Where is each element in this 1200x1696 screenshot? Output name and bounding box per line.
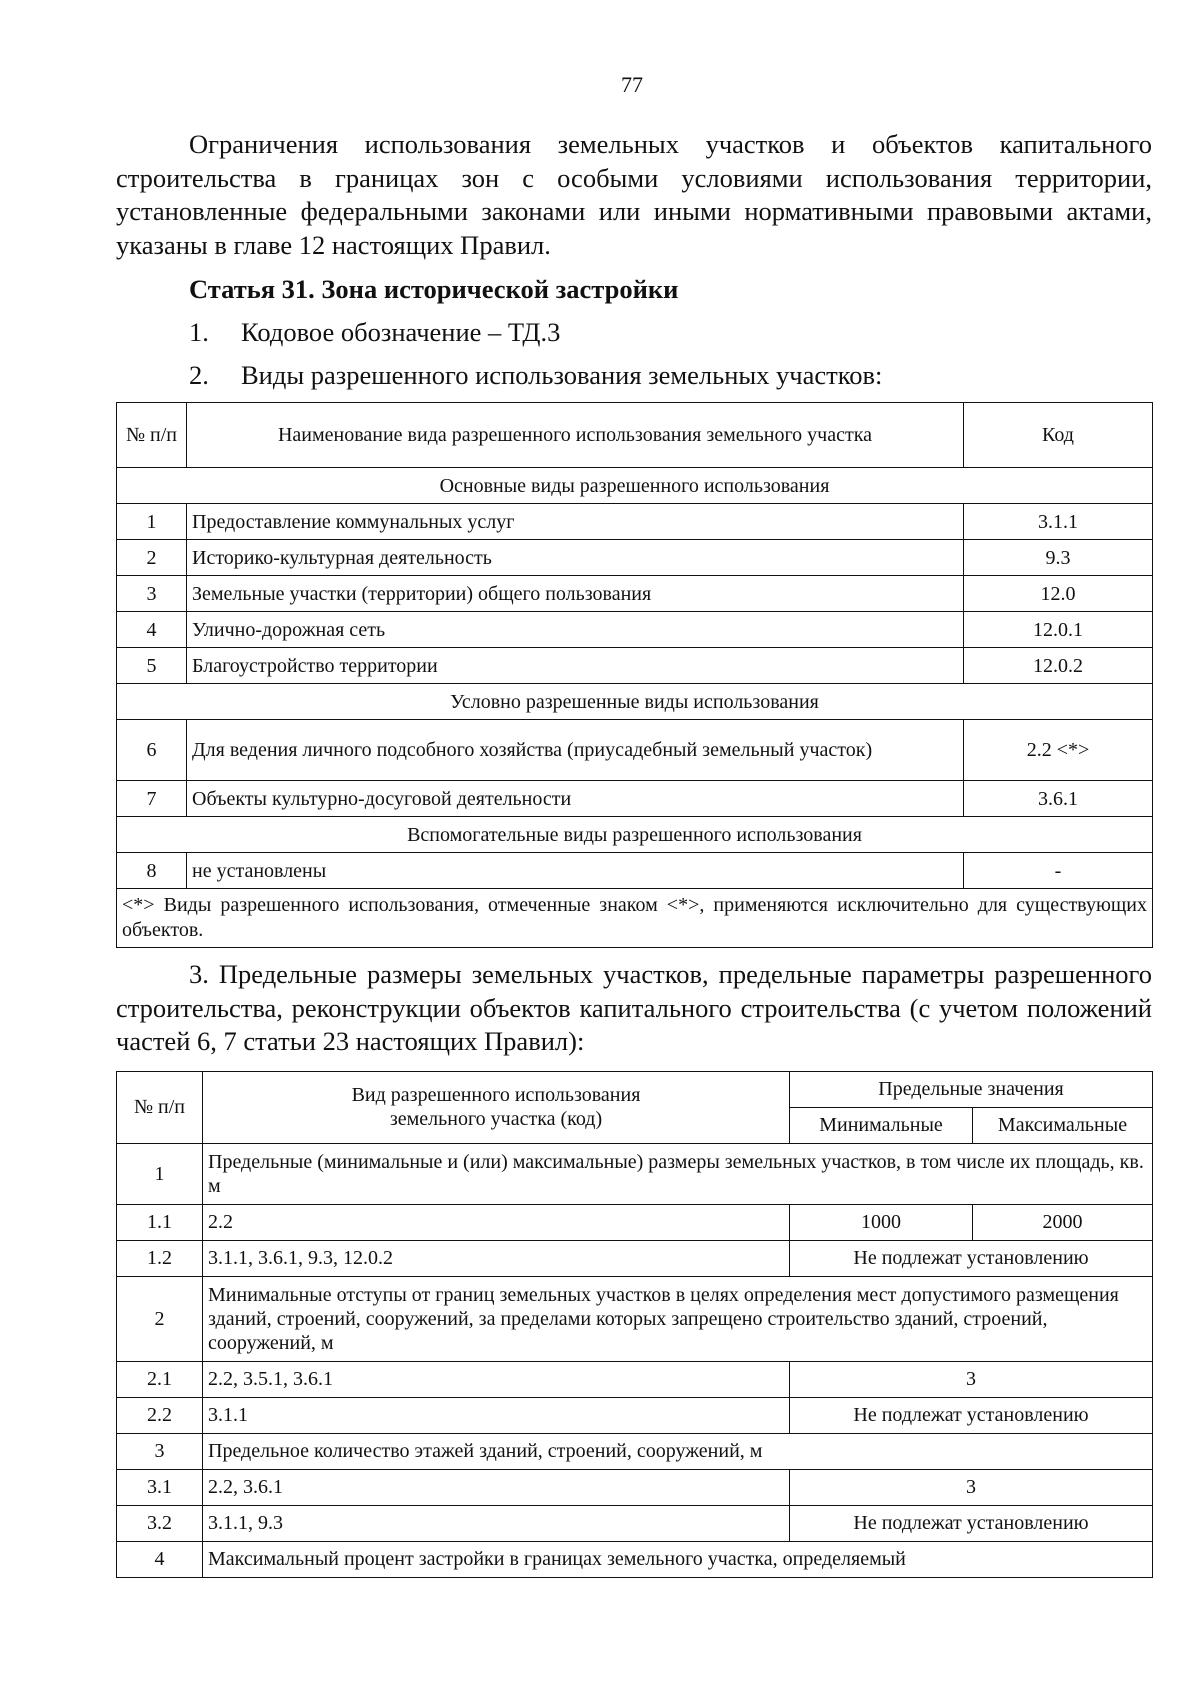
permitted-uses-body [117, 468, 1153, 948]
table-row [117, 1204, 1153, 1240]
table-row [117, 540, 1153, 576]
table-row [117, 781, 1153, 817]
section-row [117, 684, 1153, 720]
cell-name: Для ведения личного подсобного хозяйства (приусадебный земельный участок) [187, 720, 964, 781]
cell-num: 3 [117, 1433, 203, 1469]
header-num: № п/п [117, 1071, 203, 1143]
table-row [117, 1469, 1153, 1505]
table-row [117, 1397, 1153, 1433]
article-title: Статья 31. Зона исторической застройки [189, 274, 679, 304]
section-title: Условно разрешенные виды использования [117, 684, 1153, 720]
cell-parameter: Предельные (минимальные и (или) максимальные) размеры земельных участков, в том числе их площадь, кв. м [203, 1143, 1153, 1204]
cell-use: 3.1.1 [203, 1397, 790, 1433]
cell-num: 1.2 [117, 1240, 203, 1276]
cell-name: Земельные участки (территории) общего пользования [187, 576, 964, 612]
limits-table [116, 1071, 1153, 1578]
cell-code: 12.0.2 [964, 648, 1153, 684]
cell-name: Историко-культурная деятельность [187, 540, 964, 576]
table-header-row [117, 403, 1153, 468]
table-row [117, 853, 1153, 889]
cell-code: 3.1.1 [964, 504, 1153, 540]
cell-name: не установлены [187, 853, 964, 889]
cell-name: Объекты культурно-досуговой деятельности [187, 781, 964, 817]
cell-num: 2 [117, 1276, 203, 1361]
cell-use: 2.2, 3.6.1 [203, 1469, 790, 1505]
cell-value: Не подлежат установлению [790, 1397, 1153, 1433]
header-max: Максимальные [973, 1107, 1153, 1143]
header-name: Наименование вида разрешенного использования земельного участка [187, 403, 964, 468]
cell-parameter: Предельное количество этажей зданий, строений, сооружений, м [203, 1433, 1153, 1469]
intro-paragraph: Ограничения использования земельных участков и объектов капитального строительства в границах зон с особыми условиями использования территории, установленные федеральными законами или иными нормативными правовыми актами, указаны в главе 12 настоящих Правил. [116, 129, 1152, 260]
list-item-code [189, 313, 1152, 351]
header-num: № п/п [117, 403, 187, 468]
header-use-line2: земельного участка (код) [389, 1108, 603, 1130]
header-code: Код [964, 403, 1153, 468]
paragraph-limits: 3. Предельные размеры земельных участков, предельные параметры разрешенного строительства, реконструкции объектов капитального строительства (с учетом положений частей 6, 7 статьи 23 настоящих Правил): [116, 959, 1152, 1056]
list-item-number: 2. [189, 360, 209, 390]
cell-num: 1 [117, 1143, 203, 1204]
cell-num: 8 [117, 853, 187, 889]
cell-name: Улично-дорожная сеть [187, 612, 964, 648]
table-row [117, 648, 1153, 684]
cell-code: 3.6.1 [964, 781, 1153, 817]
cell-min: 1000 [790, 1204, 973, 1240]
cell-num: 2 [117, 540, 187, 576]
header-use [203, 1071, 790, 1143]
page-number: 77 [621, 72, 643, 97]
cell-name: Предоставление коммунальных услуг [187, 504, 964, 540]
cell-value: 3 [790, 1361, 1153, 1397]
section-title: Вспомогательные виды разрешенного использования [117, 817, 1153, 853]
cell-num: 2.2 [117, 1397, 203, 1433]
table-row [117, 1240, 1153, 1276]
note-row [117, 889, 1153, 948]
table-row [117, 1433, 1153, 1469]
section-row [117, 817, 1153, 853]
table-row [117, 720, 1153, 781]
section-title: Основные виды разрешенного использования [117, 468, 1153, 504]
table-note: <*> Виды разрешенного использования, отмеченные знаком <*>, применяются исключительно для существующих объектов. [117, 889, 1153, 948]
cell-num: 4 [117, 1541, 203, 1577]
cell-parameter: Минимальные отступы от границ земельных участков в целях определения мест допустимого размещения зданий, строений, сооружений, за пределами которых запрещено строительство зданий, строений, сооружений, м [203, 1276, 1153, 1361]
table-row [117, 1541, 1153, 1577]
cell-num: 5 [117, 648, 187, 684]
table-row [117, 1361, 1153, 1397]
cell-value: Не подлежат установлению [790, 1240, 1153, 1276]
list-item-number: 1. [189, 317, 209, 347]
table-header-row [117, 1071, 1153, 1107]
page-content [116, 128, 1152, 1578]
cell-code: 2.2 <*> [964, 720, 1153, 781]
cell-num: 4 [117, 612, 187, 648]
header-use-line1: Вид разрешенного использования [351, 1084, 641, 1106]
cell-code: 12.0 [964, 576, 1153, 612]
table-row [117, 504, 1153, 540]
cell-max: 2000 [973, 1204, 1153, 1240]
table-row [117, 1505, 1153, 1541]
cell-num: 3.2 [117, 1505, 203, 1541]
cell-use: 2.2 [203, 1204, 790, 1240]
cell-use: 3.1.1, 3.6.1, 9.3, 12.0.2 [203, 1240, 790, 1276]
table-row [117, 1143, 1153, 1204]
permitted-uses-table [116, 402, 1153, 948]
list-item-text: Виды разрешенного использования земельных участков: [241, 360, 883, 390]
cell-num: 7 [117, 781, 187, 817]
cell-use: 3.1.1, 9.3 [203, 1505, 790, 1541]
cell-code: 12.0.1 [964, 612, 1153, 648]
cell-num: 6 [117, 720, 187, 781]
cell-num: 1.1 [117, 1204, 203, 1240]
section-row [117, 468, 1153, 504]
cell-num: 1 [117, 504, 187, 540]
cell-num: 3.1 [117, 1469, 203, 1505]
header-min: Минимальные [790, 1107, 973, 1143]
cell-name: Благоустройство территории [187, 648, 964, 684]
header-limits: Предельные значения [790, 1071, 1153, 1107]
cell-code: - [964, 853, 1153, 889]
cell-code: 9.3 [964, 540, 1153, 576]
table-row [117, 1276, 1153, 1361]
cell-use: 2.2, 3.5.1, 3.6.1 [203, 1361, 790, 1397]
cell-parameter: Максимальный процент застройки в границах земельного участка, определяемый [203, 1541, 1153, 1577]
table-row [117, 612, 1153, 648]
cell-value: Не подлежат установлению [790, 1505, 1153, 1541]
cell-value: 3 [790, 1469, 1153, 1505]
table-row [117, 576, 1153, 612]
list-item-uses [189, 356, 1152, 394]
limits-body [117, 1143, 1153, 1577]
cell-num: 2.1 [117, 1361, 203, 1397]
cell-num: 3 [117, 576, 187, 612]
list-item-text: Кодовое обозначение – ТД.3 [241, 317, 561, 347]
